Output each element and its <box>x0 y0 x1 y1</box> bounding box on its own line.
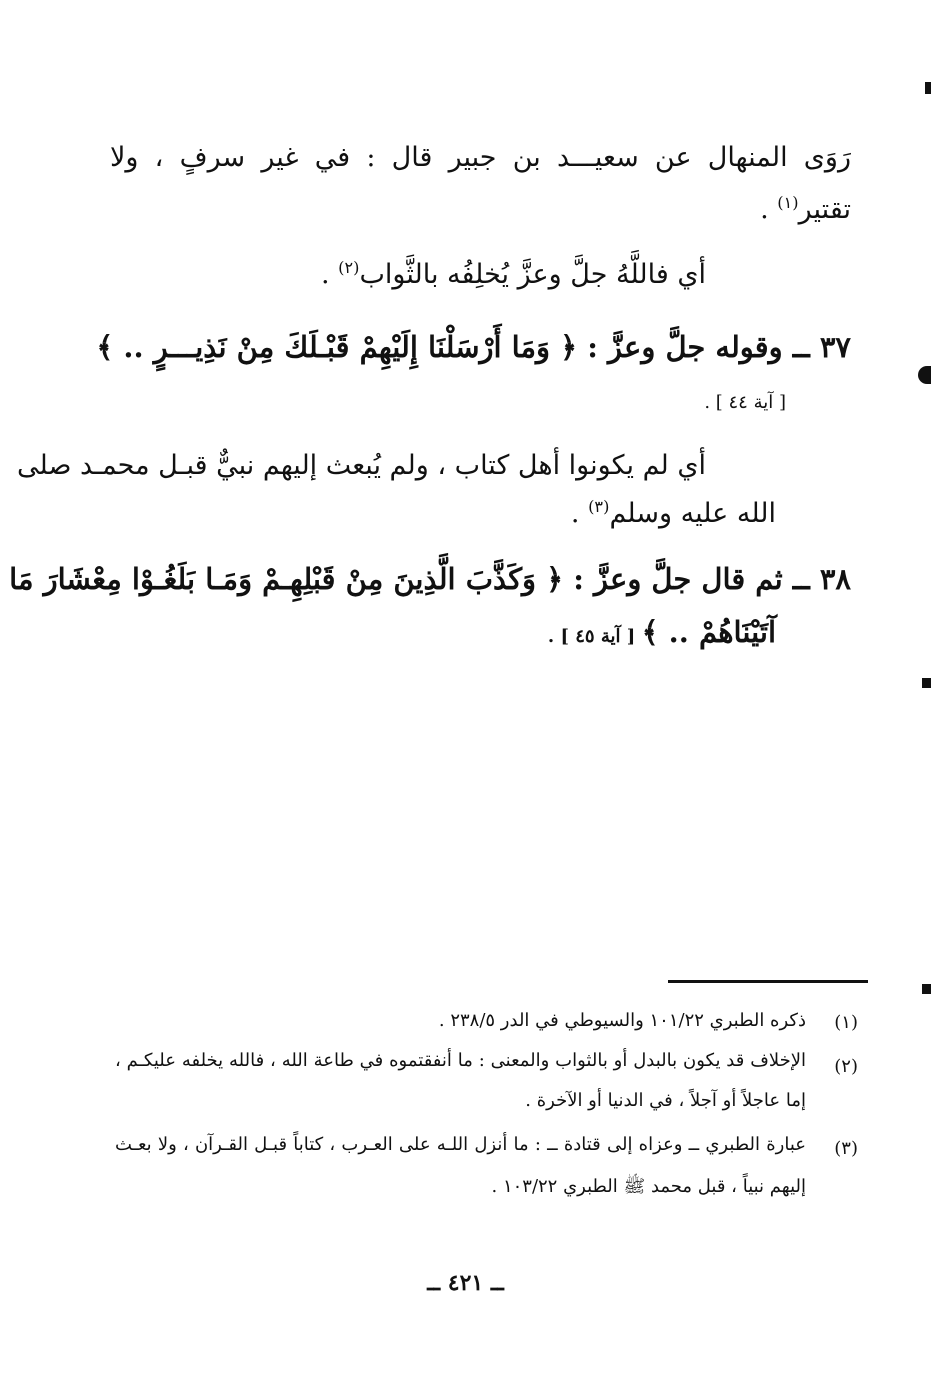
verse-38-line-2 <box>548 615 776 649</box>
verse-38-reference: [ آية ٤٥ ] . <box>547 626 642 647</box>
text-span: (٣) <box>834 1138 858 1159</box>
text-span: تقتير <box>798 194 851 225</box>
text-line-1 <box>110 142 851 173</box>
text-span: إما عاجلاً أو آجلاً ، في الدنيا أو الآخرة . <box>525 1090 806 1111</box>
footnote-ref-3: (٣) <box>588 497 610 516</box>
text-span: (٢) <box>834 1056 858 1077</box>
text-span: الإخلاف قد يكون بالبدل أو بالثواب والمعنى : ما أنفقتموه في طاعة الله ، فالله يخلفه عليكـم ، <box>115 1050 807 1071</box>
text-span: أي لم يكونوا أهل كتاب ، ولم يُبعث إليهم نبيٌّ قبـل محمـد صلى <box>17 450 706 481</box>
footnote-ref-1: (١) <box>777 193 799 212</box>
scan-edge-mark <box>918 366 931 384</box>
text-line-3 <box>321 258 706 290</box>
footnote-2-line-2 <box>525 1090 806 1111</box>
text-span: رَوَى المنهال عن سعيـــد بن جبير قال : في غير سرفٍ ، ولا <box>110 142 851 173</box>
text-span: (١) <box>834 1012 858 1033</box>
footnote-3-line-1 <box>115 1134 806 1155</box>
text-span: أي فاللَّهُ جلَّ وعزَّ يُخلِفُه بالثَّواب <box>359 259 706 290</box>
text-span: ٣٧ ــ وقوله جلَّ وعزَّ : ﴿ وَمَا أَرْسَلْنَا إِلَيْهِمْ قَبْـلَكَ مِنْ نَذِيـــرٍ .. ﴾ <box>96 330 851 364</box>
text-span: إليهم نبياً ، قبل محمد ﷺ الطبري ١٠٣/٢٢ . <box>491 1176 806 1197</box>
text-line-2 <box>760 193 851 225</box>
footnote-separator <box>668 980 868 983</box>
verse-38-heading <box>9 562 851 596</box>
text-span: ذكره الطبري ١٠١/٢٢ والسيوطي في الدر ٢٣٨/٥ . <box>438 1010 806 1031</box>
scan-edge-mark <box>922 984 931 994</box>
text-span: . <box>760 194 778 225</box>
footnote-2-mark <box>834 1056 858 1077</box>
text-span: عبارة الطبري ــ وعزاه إلى قتادة ــ : ما أنزل اللـه على العـرب ، كتاباً قبـل القـرآن ، ولا بعـث <box>115 1134 806 1155</box>
scan-edge-mark <box>925 82 931 94</box>
verse-37-reference <box>704 392 786 413</box>
text-span: الله عليه وسلم <box>609 498 776 529</box>
text-span: . <box>570 498 589 529</box>
footnote-1-mark <box>834 1012 858 1033</box>
text-span: آتَيْنَاهُمْ .. ﴾ <box>641 615 776 649</box>
page-number: ــ ٤٢١ ــ <box>427 1270 504 1296</box>
text-span: . <box>320 259 339 290</box>
text-span: ٣٨ ــ ثم قال جلَّ وعزَّ : ﴿ وَكَذَّبَ الَّذِينَ مِنْ قَبْلِهِـمْ وَمَـا بَلَغُـوْا مِعْشَارَ مَا <box>9 562 851 596</box>
text-line-4 <box>17 450 706 481</box>
footnote-1-text <box>439 1010 806 1031</box>
footnote-3-line-2 <box>491 1175 806 1201</box>
footnote-2-line-1 <box>115 1050 806 1071</box>
text-line-5 <box>571 497 776 529</box>
text-span: [ آية ٤٤ ] . <box>704 392 786 413</box>
footnote-ref-2: (٢) <box>338 258 360 277</box>
scan-edge-mark <box>922 678 931 688</box>
verse-37-heading <box>96 330 851 364</box>
footnote-3-mark <box>834 1138 858 1159</box>
